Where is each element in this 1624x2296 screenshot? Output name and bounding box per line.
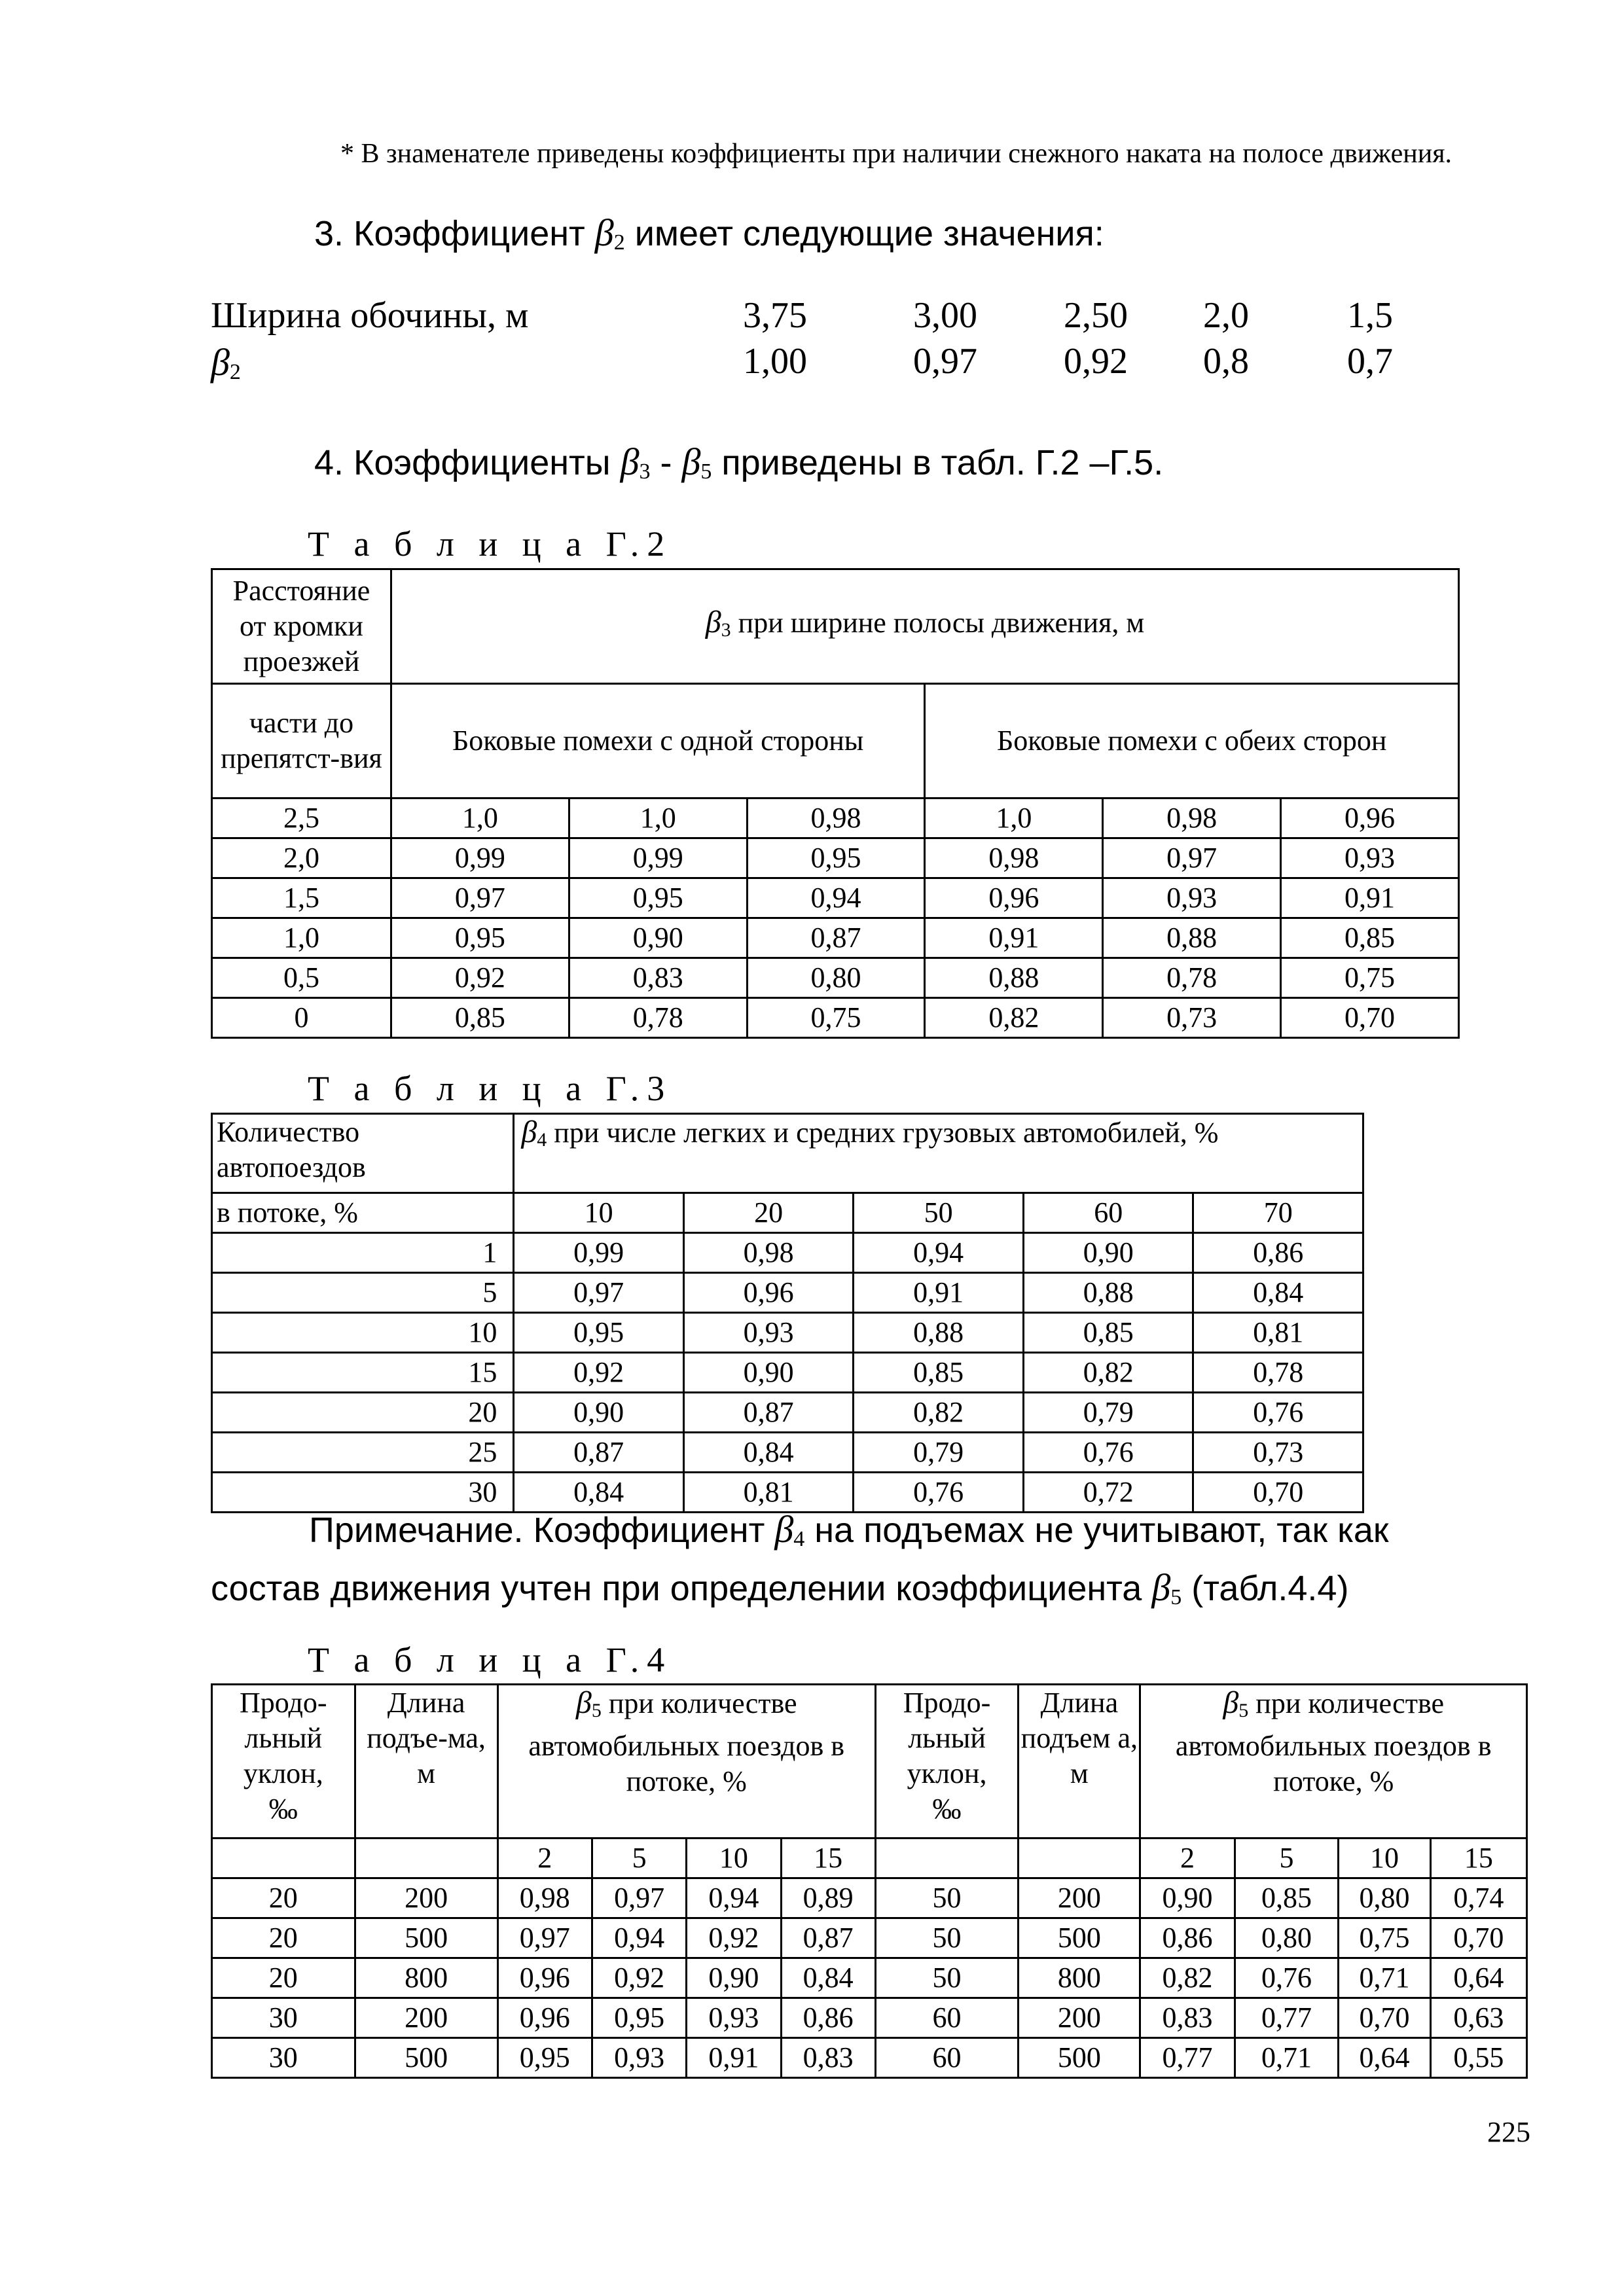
table-cell: 0,90	[514, 1393, 684, 1433]
table-cell: 0,91	[854, 1273, 1024, 1313]
table-cell: 2,0	[212, 838, 391, 878]
table-cell: 0,70	[1430, 1918, 1526, 1958]
table-cell: 0,93	[687, 1998, 781, 2038]
table-cell: 1,0	[391, 798, 569, 838]
table-cell: 0,73	[1103, 998, 1281, 1038]
table-cell: 0,97	[497, 1918, 592, 1958]
beta2-value: 0,97	[913, 341, 977, 382]
table-cell: 0,55	[1430, 2038, 1526, 2078]
table-cell: 0,84	[781, 1958, 875, 1998]
table-cell: 15	[212, 1353, 514, 1393]
table-cell: 0,75	[747, 998, 925, 1038]
table-cell: 20	[212, 1393, 514, 1433]
table-cell: 0,90	[1023, 1233, 1193, 1273]
table-cell: 10	[212, 1313, 514, 1353]
table-g2	[211, 568, 1460, 1039]
table-cell: 0,64	[1430, 1958, 1526, 1998]
table-cell: 20	[212, 1918, 355, 1958]
table-cell: 0,77	[1140, 2038, 1235, 2078]
table-cell: 0,98	[683, 1233, 854, 1273]
beta-symbol: $\beta_5$	[681, 440, 712, 484]
beta-symbol: $\beta_4$	[774, 1508, 805, 1551]
beta-symbol: $\beta_3$	[620, 440, 651, 484]
empty-cell	[212, 1839, 355, 1878]
table-cell: 0,98	[1103, 798, 1281, 838]
table-cell: 0,96	[497, 1998, 592, 2038]
group-one-side: Боковые помехи с одной стороны	[391, 684, 924, 798]
table-g3-caption: Т а б л и ц а Г.3	[308, 1069, 673, 1108]
table-cell: 0,73	[1193, 1433, 1363, 1473]
table-cell: 0,75	[1281, 958, 1459, 998]
table-cell: 50	[875, 1918, 1019, 1958]
table-cell: 0,97	[514, 1273, 684, 1313]
table-cell: 0,82	[854, 1393, 1024, 1433]
table-cell: 0,64	[1339, 2038, 1430, 2078]
table-cell: 0,90	[683, 1353, 854, 1393]
table-cell: 5	[592, 1839, 686, 1878]
table-cell: 0,88	[1103, 918, 1281, 958]
table-row	[212, 1958, 1527, 1998]
table-cell: 200	[1019, 1998, 1140, 2038]
table-g4-caption: Т а б л и ц а Г.4	[308, 1640, 673, 1679]
table-cell: 60	[875, 2038, 1019, 2078]
table-cell: 0,98	[497, 1878, 592, 1918]
note: Примечание. Коэффициент $\beta_4$ на подъемах не учитывают, так как состав движения учтен при определении коэффициента $\beta_5$ (табл.4.4)	[211, 1508, 1389, 1609]
beta2-value: 0,8	[1203, 341, 1249, 382]
table-cell: 0,70	[1339, 1998, 1430, 2038]
table-cell: 0,87	[747, 918, 925, 958]
length-header: Длина подъе-ма, м	[355, 1685, 497, 1839]
table-row	[212, 1878, 1527, 1918]
table-row	[212, 1273, 1363, 1313]
table-cell: 0,76	[1023, 1433, 1193, 1473]
table-cell: 0,91	[925, 918, 1103, 958]
table-cell: 0,84	[1193, 1273, 1363, 1313]
table-cell: 0,99	[391, 838, 569, 878]
table-cell: 0,71	[1339, 1958, 1430, 1998]
table-cell: 500	[1019, 1918, 1140, 1958]
table-cell: 0,95	[497, 2038, 592, 2078]
table-row	[212, 1353, 1363, 1393]
table-cell: 200	[1019, 1878, 1140, 1918]
table-cell: 0,83	[569, 958, 747, 998]
table-cell: 0,82	[1023, 1353, 1193, 1393]
table-cell: 25	[212, 1433, 514, 1473]
table-row	[212, 878, 1459, 918]
empty-cell	[1019, 1839, 1140, 1878]
table-cell: 0,86	[1140, 1918, 1235, 1958]
table-cell: 0,90	[687, 1958, 781, 1998]
table-cell: 70	[1193, 1193, 1363, 1233]
table-cell: 0,77	[1235, 1998, 1339, 2038]
table-cell: 0,93	[1103, 878, 1281, 918]
table-cell: 0,90	[1140, 1878, 1235, 1918]
table-cell: 0,93	[1281, 838, 1459, 878]
table-cell: 10	[687, 1839, 781, 1878]
table-cell: 0,86	[781, 1998, 875, 2038]
table-g2-caption: Т а б л и ц а Г.2	[308, 524, 673, 564]
table-cell: 0,98	[747, 798, 925, 838]
empty-cell	[355, 1839, 497, 1878]
table-cell: 0,76	[854, 1473, 1024, 1513]
table-row	[212, 838, 1459, 878]
table-cell: 0,95	[569, 878, 747, 918]
table-cell: 0,94	[854, 1233, 1024, 1273]
row-header-2: в потоке, %	[212, 1193, 514, 1233]
table-cell: 0,99	[514, 1233, 684, 1273]
shoulder-width: 3,75	[743, 295, 807, 336]
table-cell: 200	[355, 1878, 497, 1918]
table-cell: 500	[355, 1918, 497, 1958]
table-cell: 0,85	[1023, 1313, 1193, 1353]
table-cell: 10	[1339, 1839, 1430, 1878]
table-cell: 0,96	[925, 878, 1103, 918]
table-row	[212, 998, 1459, 1038]
table-cell: 0,84	[683, 1433, 854, 1473]
table-cell: 0,89	[781, 1878, 875, 1918]
table-cell: 0,91	[1281, 878, 1459, 918]
table-cell: 0,92	[592, 1958, 686, 1998]
table-cell: 0,82	[925, 998, 1103, 1038]
table-row	[212, 798, 1459, 838]
table-cell: 30	[212, 1998, 355, 2038]
beta5-header: $\beta_5$ при количестве автомобильных поездов в потоке, %	[497, 1685, 875, 1839]
table-cell: 500	[355, 2038, 497, 2078]
table-cell: 2,5	[212, 798, 391, 838]
table-cell: 50	[875, 1878, 1019, 1918]
table-cell: 0,82	[1140, 1958, 1235, 1998]
table-cell: 1,5	[212, 878, 391, 918]
table-cell: 0,70	[1193, 1473, 1363, 1513]
table-cell: 0,80	[1339, 1878, 1430, 1918]
table-cell: 0,99	[569, 838, 747, 878]
table-cell: 30	[212, 1473, 514, 1513]
beta2-value: 0,7	[1347, 341, 1393, 382]
table-cell: 0,85	[1235, 1878, 1339, 1918]
table-cell: 0,93	[683, 1313, 854, 1353]
table-cell: 0,71	[1235, 2038, 1339, 2078]
table-cell: 0,79	[1023, 1393, 1193, 1433]
shoulder-label: Ширина обочины, м	[211, 295, 529, 336]
table-cell: 0,85	[854, 1353, 1024, 1393]
table-cell: 20	[212, 1878, 355, 1918]
table-cell: 0,98	[925, 838, 1103, 878]
table-cell: 0,97	[391, 878, 569, 918]
table-cell: 2	[497, 1839, 592, 1878]
table-cell: 0,80	[747, 958, 925, 998]
table-cell: 1,0	[212, 918, 391, 958]
row-header-2: части до препятст-вия	[212, 684, 391, 798]
table-cell: 15	[781, 1839, 875, 1878]
table-cell: 60	[875, 1998, 1019, 2038]
table-cell: 0,75	[1339, 1918, 1430, 1958]
table-row	[212, 1998, 1527, 2038]
table-row	[212, 1433, 1363, 1473]
table-cell: 0,97	[1103, 838, 1281, 878]
beta-symbol: $\beta_2$	[594, 211, 625, 255]
empty-cell	[875, 1839, 1019, 1878]
table-cell: 30	[212, 2038, 355, 2078]
table-row	[212, 2038, 1527, 2078]
shoulder-width: 2,0	[1203, 295, 1249, 336]
table-cell: 0,5	[212, 958, 391, 998]
footnote: * В знаменателе приведены коэффициенты при наличии снежного наката на полосе движения.	[340, 139, 1453, 169]
table-cell: 0,85	[391, 998, 569, 1038]
group-both-sides: Боковые помехи с обеих сторон	[925, 684, 1459, 798]
table-cell: 500	[1019, 2038, 1140, 2078]
table-cell: 0,83	[781, 2038, 875, 2078]
table-cell: 0,83	[1140, 1998, 1235, 2038]
table-cell: 0,95	[747, 838, 925, 878]
table-cell: 0,95	[514, 1313, 684, 1353]
table-cell: 0,96	[683, 1273, 854, 1313]
table-cell: 0,78	[1193, 1353, 1363, 1393]
table-cell: 0,78	[1103, 958, 1281, 998]
row-header-1: Расстояние от кромки проезжей	[212, 569, 391, 684]
table-cell: 0,96	[1281, 798, 1459, 838]
item-4: 4. Коэффициенты $\beta_3 - \beta_5$ приведены в табл. Г.2 –Г.5.	[314, 440, 1164, 484]
table-cell: 0,96	[497, 1958, 592, 1998]
table-cell: 0,92	[391, 958, 569, 998]
table-cell: 0,91	[687, 2038, 781, 2078]
table-cell: 15	[1430, 1839, 1526, 1878]
table-cell: 0,90	[569, 918, 747, 958]
table-cell: 0,92	[687, 1918, 781, 1958]
table-cell: 0,76	[1235, 1958, 1339, 1998]
table-cell: 0,88	[925, 958, 1103, 998]
table-g4	[211, 1683, 1528, 2079]
table-row	[212, 1313, 1363, 1353]
table-cell: 2	[1140, 1839, 1235, 1878]
table-cell: 60	[1023, 1193, 1193, 1233]
table-cell: 800	[355, 1958, 497, 1998]
table-cell: 0,78	[569, 998, 747, 1038]
table-cell: 0,76	[1193, 1393, 1363, 1433]
table-cell: 0,70	[1281, 998, 1459, 1038]
table-cell: 50	[854, 1193, 1024, 1233]
table-cell: 0,95	[391, 918, 569, 958]
table-cell: 0,81	[1193, 1313, 1363, 1353]
shoulder-width: 3,00	[913, 295, 977, 336]
table-cell: 200	[355, 1998, 497, 2038]
table-cell: 0,92	[514, 1353, 684, 1393]
table-cell: 5	[1235, 1839, 1339, 1878]
table-cell: 0,93	[592, 2038, 686, 2078]
table-cell: 0,72	[1023, 1473, 1193, 1513]
table-cell: 10	[514, 1193, 684, 1233]
table-cell: 1,0	[569, 798, 747, 838]
table-g3	[211, 1113, 1364, 1513]
length-header: Длина подъем а, м	[1019, 1685, 1140, 1839]
table-cell: 1,0	[925, 798, 1103, 838]
shoulder-width-block	[0, 0, 1624, 458]
table-cell: 1	[212, 1233, 514, 1273]
page-number: 225	[1487, 2116, 1530, 2148]
beta-symbol: $\beta_5$	[1151, 1566, 1182, 1609]
beta4-header: $\beta_4$ при числе легких и средних грузовых автомобилей, %	[514, 1114, 1363, 1193]
table-cell: 20	[683, 1193, 854, 1233]
table-cell: 0,79	[854, 1433, 1024, 1473]
slope-header: Продо-льный уклон, ‰	[212, 1685, 355, 1839]
slope-header: Продо-льный уклон, ‰	[875, 1685, 1019, 1839]
table-cell: 0,74	[1430, 1878, 1526, 1918]
table-cell: 0,84	[514, 1473, 684, 1513]
beta2-label: $\beta_2$	[211, 341, 241, 384]
table-cell: 0,85	[1281, 918, 1459, 958]
table-cell: 0,88	[854, 1313, 1024, 1353]
table-row	[212, 1233, 1363, 1273]
table-cell: 50	[875, 1958, 1019, 1998]
table-cell: 0,80	[1235, 1918, 1339, 1958]
beta3-header: $\beta_3$ при ширине полосы движения, м	[391, 569, 1458, 684]
table-cell: 0	[212, 998, 391, 1038]
table-cell: 0,95	[592, 1998, 686, 2038]
table-cell: 800	[1019, 1958, 1140, 1998]
table-row	[212, 1393, 1363, 1433]
beta2-value: 0,92	[1064, 341, 1128, 382]
item-3: 3. Коэффициент $\beta_2$ имеет следующие значения:	[314, 211, 1104, 255]
table-cell: 0,88	[1023, 1273, 1193, 1313]
shoulder-width: 2,50	[1064, 295, 1128, 336]
table-cell: 0,94	[687, 1878, 781, 1918]
table-cell: 0,94	[747, 878, 925, 918]
beta5-header: $\beta_5$ при количестве автомобильных поездов в потоке, %	[1140, 1685, 1527, 1839]
table-cell: 20	[212, 1958, 355, 1998]
table-cell: 0,94	[592, 1918, 686, 1958]
table-row	[212, 958, 1459, 998]
shoulder-width: 1,5	[1347, 295, 1393, 336]
table-row	[212, 1918, 1527, 1958]
table-cell: 0,87	[683, 1393, 854, 1433]
table-row	[212, 918, 1459, 958]
table-cell: 0,86	[1193, 1233, 1363, 1273]
table-cell: 0,81	[683, 1473, 854, 1513]
table-cell: 0,63	[1430, 1998, 1526, 2038]
beta2-value: 1,00	[743, 341, 807, 382]
table-cell: 0,97	[592, 1878, 686, 1918]
table-cell: 0,87	[781, 1918, 875, 1958]
row-header-1: Количество автопоездов	[212, 1114, 514, 1193]
table-cell: 5	[212, 1273, 514, 1313]
table-cell: 0,87	[514, 1433, 684, 1473]
